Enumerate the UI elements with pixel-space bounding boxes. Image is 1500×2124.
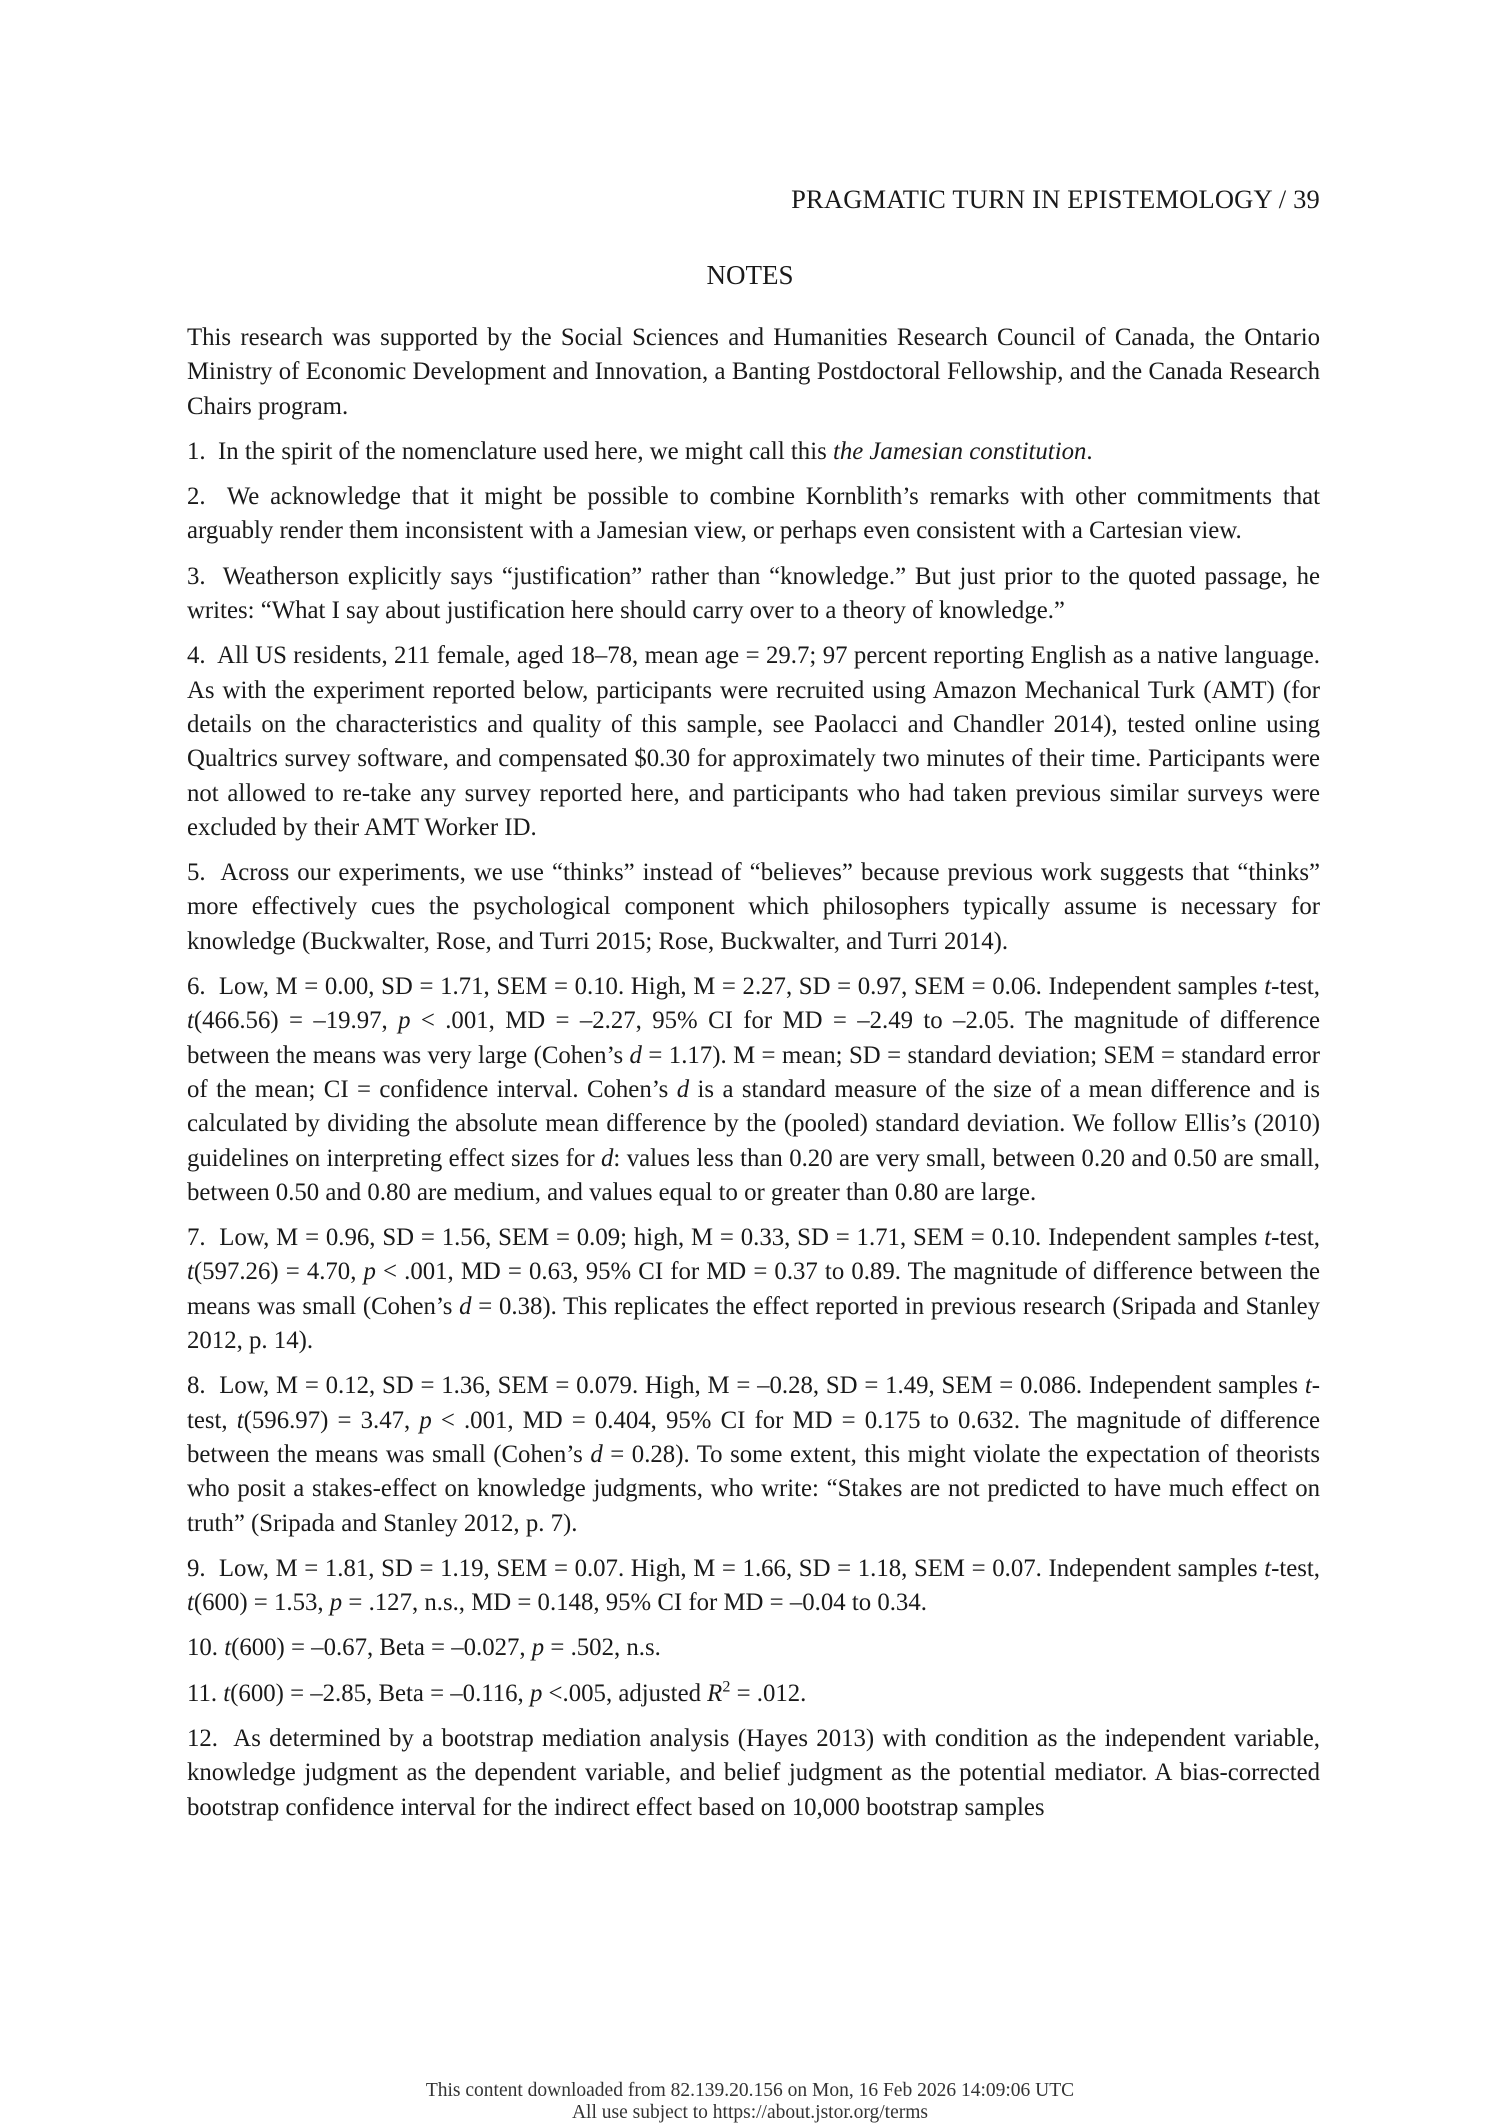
- note-6: 6. Low, M = 0.00, SD = 1.71, SEM = 0.10. High, M = 2.27, SD = 0.97, SEM = 0.06. Independent samples t-test, t(466.56) = –19.97, p < .001, MD = –2.27, 95% CI for MD = –2.49 to –2.05. The magnitude of difference between the means was very large (Cohen’s d = 1.17). M = mean; SD = standard deviation; SEM = standard error of the mean; CI = confidence interval. Cohen’s d is a standard measure of the size of a mean difference and is calculated by dividing the absolute mean difference by the (pooled) standard deviation. We follow Ellis’s (2010) guidelines on interpreting effect sizes for d: values less than 0.20 are very small, between 0.20 and 0.50 are small, between 0.50 and 0.80 are medium, and values equal to or greater than 0.80 are large.: [187, 973, 1320, 1206]
- note-1: 1. In the spirit of the nomenclature used here, we might call this the Jamesian constitution.: [187, 437, 1093, 465]
- note-9: 9. Low, M = 1.81, SD = 1.19, SEM = 0.07. High, M = 1.66, SD = 1.18, SEM = 0.07. Independent samples t-test, t(600) = 1.53, p = .127, n.s., MD = 0.148, 95% CI for MD = –0.04 to 0.34.: [187, 1554, 1320, 1617]
- note-2: 2. We acknowledge that it might be possible to combine Kornblith’s remarks with other commitments that arguably render them inconsistent with a Jamesian view, or perhaps even consistent with a Cartesian view.: [187, 483, 1321, 545]
- note-4: 4. All US residents, 211 female, aged 18–78, mean age = 29.7; 97 percent reporting English as a native language. As with the experiment reported below, participants were recruited using Amazon Mechanical Turk (AMT) (for details on the characteristics and quality of this sample, see Paolacci and Chandler 2014), tested online using Qualtrics survey software, and compensated $0.30 for approximately two minutes of their time. Participants were not allowed to re-take any survey reported here, and participants who had taken previous similar surveys were excluded by their AMT Worker ID.: [187, 642, 1320, 841]
- footer-download-line: This content downloaded from 82.139.20.156 on Mon, 16 Feb 2026 14:09:06 UTC: [425, 2080, 1075, 2101]
- acknowledgment-paragraph: This research was supported by the Social Sciences and Humanities Research Council of Canada, the Ontario Ministry of Economic Development and Innovation, a Banting Postdoctoral Fellowship, and the Canada Research Chairs program.: [187, 324, 1320, 420]
- note-3: 3. Weatherson explicitly says “justification” rather than “knowledge.” But just prior to the quoted passage, he writes: “What I say about justification here should carry over to a theory of knowledge.”: [187, 562, 1320, 625]
- notes-body: [187, 321, 1320, 1825]
- download-footer: [0, 2080, 1500, 2124]
- note-12: 12. As determined by a bootstrap mediation analysis (Hayes 2013) with condition as the independent variable, knowledge judgment as the dependent variable, and belief judgment as the potential mediator. A bias-corrected bootstrap confidence interval for the indirect effect based on 10,000 bootstrap samples: [187, 1724, 1321, 1821]
- note-11: 11. t(600) = –2.85, Beta = –0.116, p <.005, adjusted $R^2 = .012$.: [187, 1678, 807, 1707]
- note-5: 5. Across our experiments, we use “thinks” instead of “believes” because previous work suggests that “thinks” more effectively cues the psychological component which philosophers typically assume is necessary for knowledge (Buckwalter, Rose, and Turri 2015; Rose, Buckwalter, and Turri 2014).: [187, 859, 1321, 955]
- note-7: 7. Low, M = 0.96, SD = 1.56, SEM = 0.09; high, M = 0.33, SD = 1.71, SEM = 0.10. Independent samples t-test, t(597.26) = 4.70, p < .001, MD = 0.63, 95% CI for MD = 0.37 to 0.89. The magnitude of difference between the means was small (Cohen’s d = 0.38). This replicates the effect reported in previous research (Sripada and Stanley 2012, p. 14).: [187, 1224, 1320, 1355]
- running-head: PRAGMATIC TURN IN EPISTEMOLOGY / 39: [791, 184, 1320, 214]
- note-8: 8. Low, M = 0.12, SD = 1.36, SEM = 0.079. High, M = –0.28, SD = 1.49, SEM = 0.086. Independent samples t-test, t(596.97) = 3.47, p < .001, MD = 0.404, 95% CI for MD = 0.175 to 0.632. The magnitude of difference between the means was small (Cohen’s d = 0.28). To some extent, this might violate the expectation of theorists who posit a stakes-effect on knowledge judgments, who write: “Stakes are not predicted to have much effect on truth” (Sripada and Stanley 2012, p. 7).: [187, 1372, 1320, 1537]
- section-title: NOTES: [706, 260, 794, 290]
- note-10: 10. t(600) = –0.67, Beta = –0.027, p = .502, n.s.: [187, 1634, 661, 1662]
- footer-terms-line: All use subject to https://about.jstor.org/terms: [571, 2102, 929, 2123]
